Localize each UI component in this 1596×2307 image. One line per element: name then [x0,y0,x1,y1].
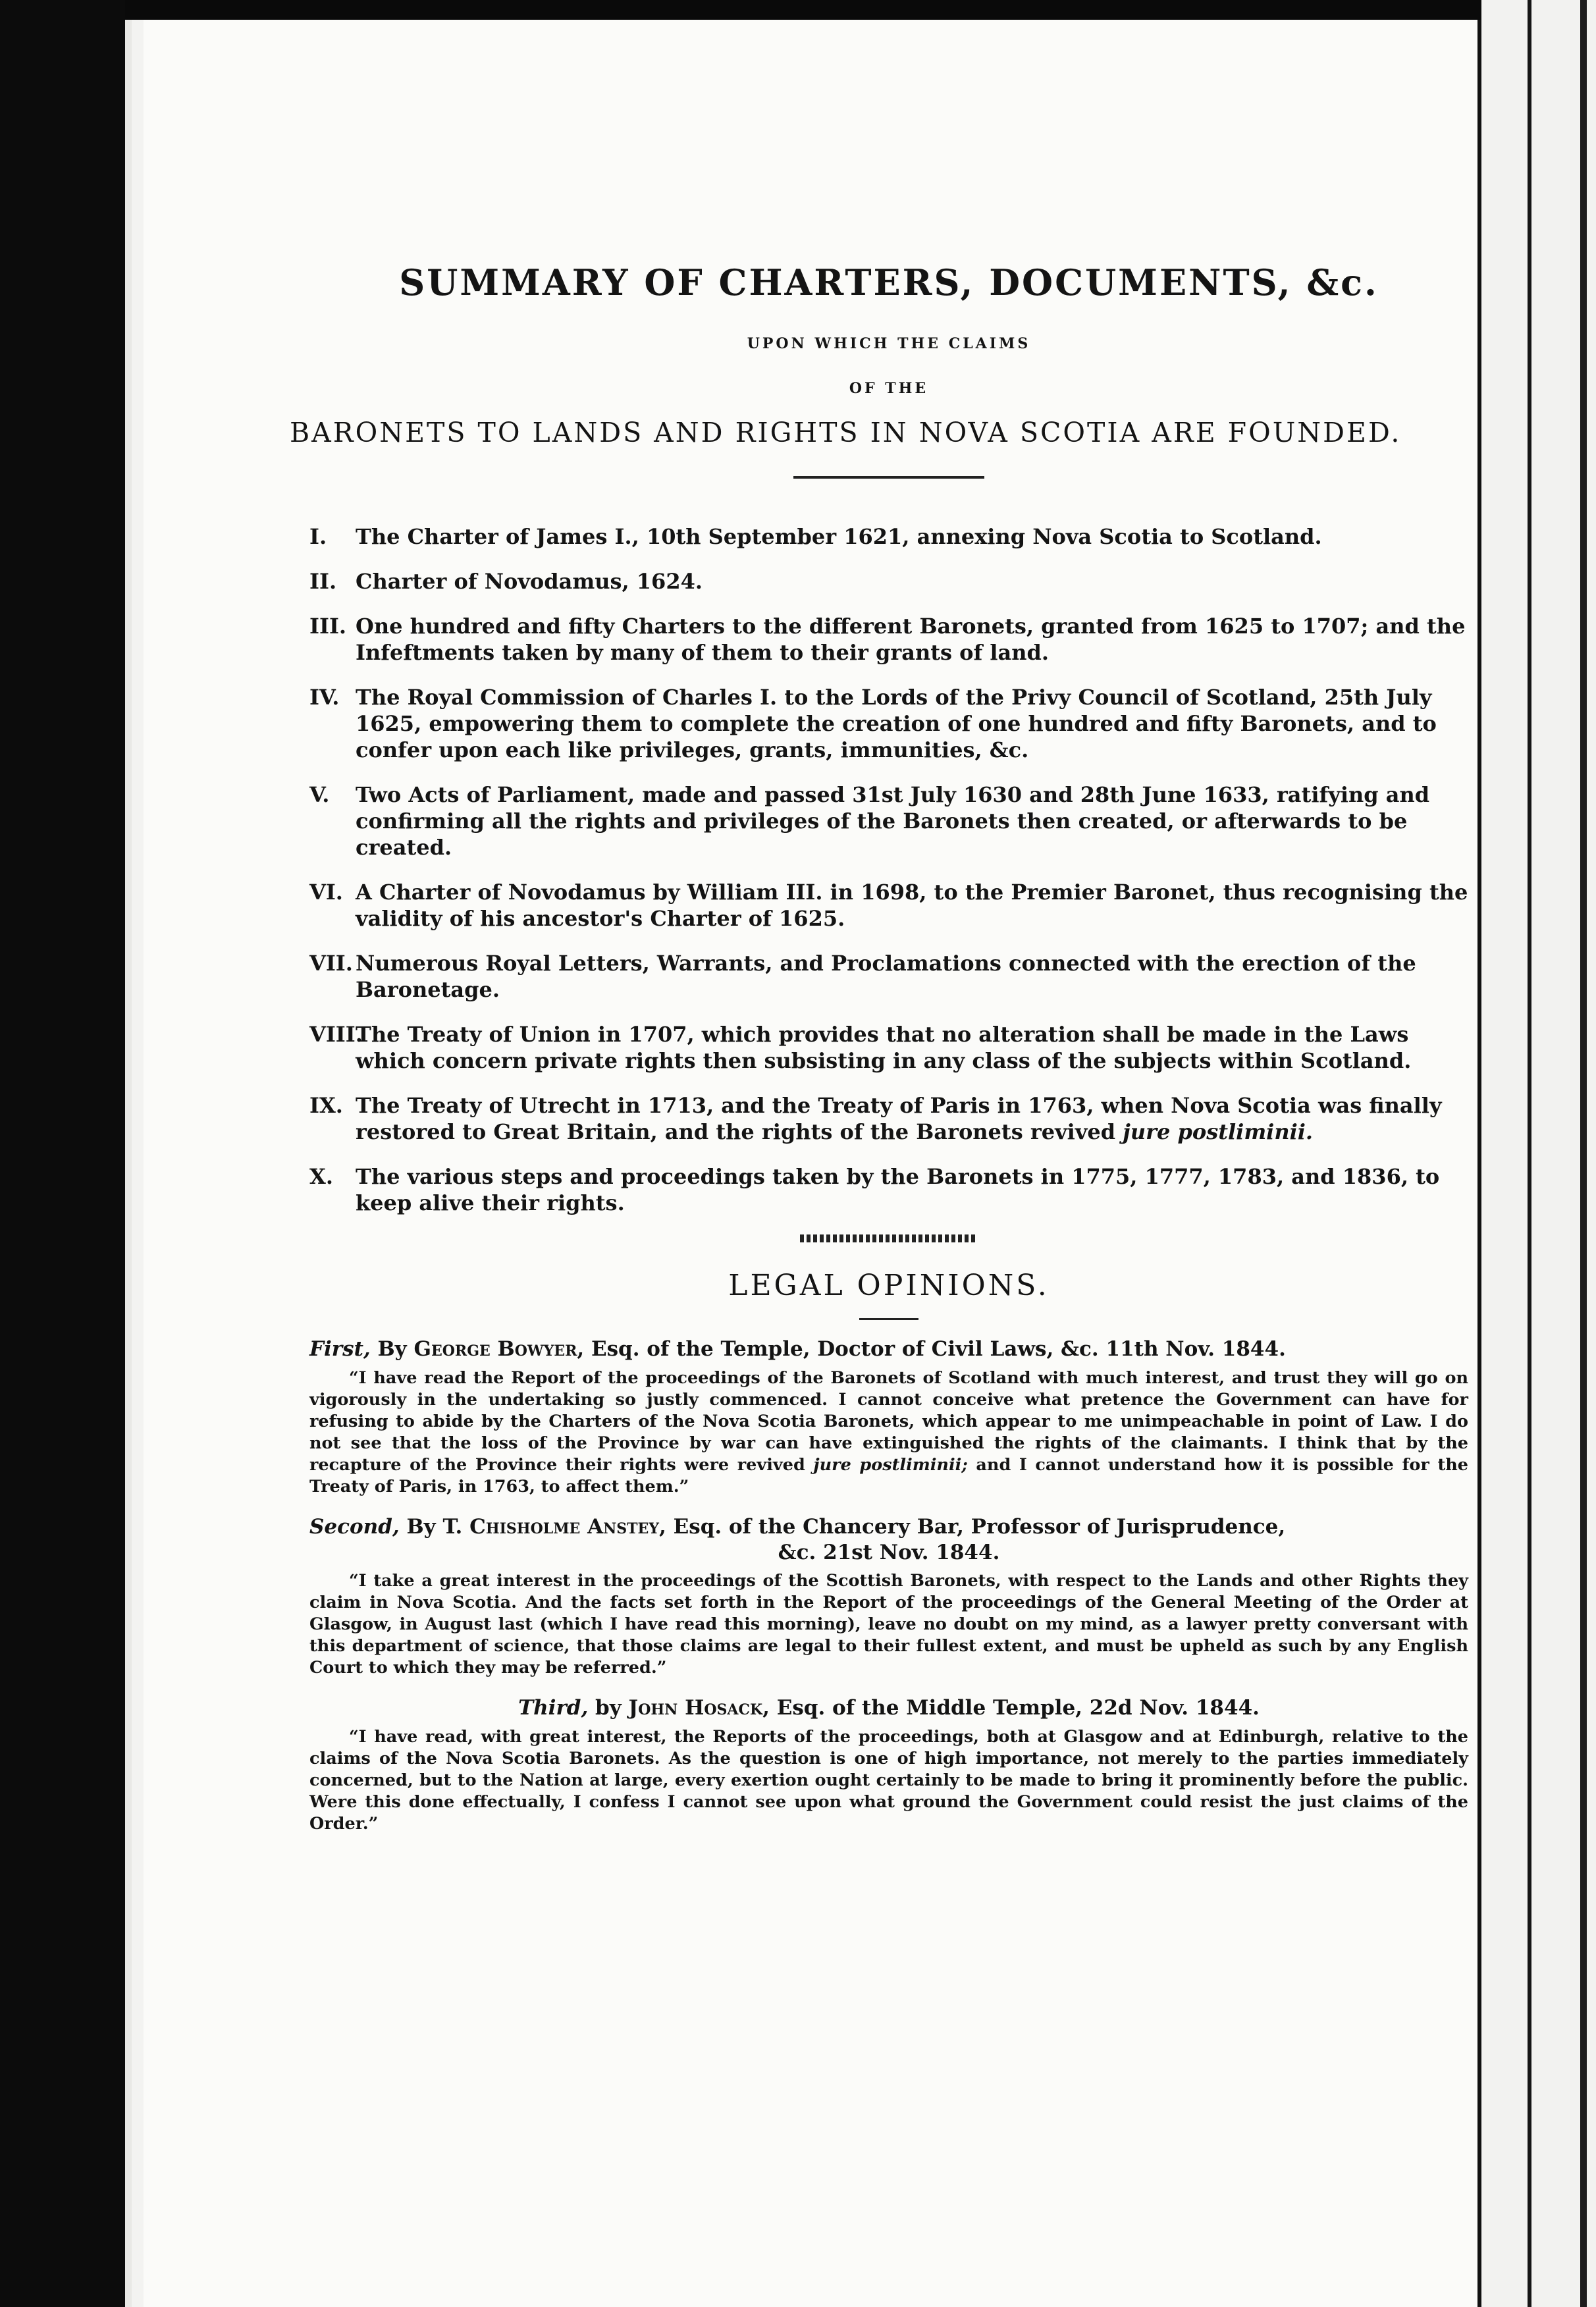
item-number: II. [309,569,337,595]
item-text: The Royal Commission of Charles I. to the Lords of the Privy Council of Scotland, 25th July 1625, empowering them to complete the creation of one hundred and fifty Baronets, and to confer upon each like privileges, grants, immunities, &c. [356,685,1437,763]
opinion-author: George Bowyer, [413,1337,585,1362]
opinion-by: By T. [406,1515,463,1539]
opinion-quote [309,1367,1468,1498]
legal-opinions-heading: LEGAL OPINIONS. [728,1269,1050,1303]
opinion-author: Chisholme Anstey, [469,1515,666,1539]
opinion-ordinal: Third, [518,1696,589,1720]
charter-list [309,523,1468,1216]
opinion-heading [309,1514,1468,1540]
item-text: Charter of Novodamus, 1624. [356,569,703,595]
heading-divider [859,1318,918,1320]
opinion-author: John Hosack, [628,1696,770,1720]
list-item [309,879,1468,932]
scan-border-top [0,0,1596,20]
item-text: A Charter of Novodamus by William III. in 1698, to the Premier Baronet, thus recognising the validity of his ancestor's Charter of 1625. [356,880,1468,932]
list-item [309,1163,1468,1216]
item-text: The Charter of James I., 10th September 1621, annexing Nova Scotia to Scotland. [356,524,1322,550]
list-item [309,950,1468,1003]
item-text: Numerous Royal Letters, Warrants, and Proclamations connected with the erection of the Baronetage. [356,951,1416,1003]
item-number: V. [309,782,330,808]
document-page [125,20,1477,2307]
item-text: The Treaty of Utrecht in 1713, and the Treaty of Paris in 1763, when Nova Scotia was finally restored to Great Britain, and the rights of the Baronets revived [356,1093,1442,1145]
list-item [309,684,1468,763]
opinion-ordinal: First, [309,1337,371,1362]
opinion-credentials: Esq. of the Temple, Doctor of Civil Laws, &c. 11th Nov. 1844. [591,1337,1286,1362]
opinion-quote: “I have read, with great interest, the Reports of the proceedings, both at Glasgow and at Edinburgh, relative to the claims of the Nova Scotia Baronets. As the question is one of high importance, not merely to the parties immediately concerned, but to the Nation at large, every exertion ought certainly to be made to bring it prominently before the public. Were this done effectually, I confess I cannot see upon what ground the Government could resist the just claims of the Order.” [309,1727,1468,1834]
quote-latin-phrase: jure postliminii; [813,1455,968,1475]
opinion-heading [309,1695,1468,1721]
opinion-third [309,1695,1468,1835]
item-text: The Treaty of Union in 1707, which provides that no alteration shall be made in the Laws which concern private rights then subsisting in any class of the subjects within Scotland. [356,1022,1412,1074]
opinion-heading [309,1336,1468,1362]
subtitle-main: BARONETS TO LANDS AND RIGHTS IN NOVA SCOTIA ARE FOUNDED. [290,417,1402,449]
item-text: Two Acts of Parliament, made and passed 31st July 1630 and 28th June 1633, ratifying and confirming all the rights and privileges of the Baronets then created, or afterwards to be created. [356,782,1430,861]
opinion-quote: “I take a great interest in the proceedings of the Scottish Baronets, with respect to the Lands and other Rights they claim in Nova Scotia. And the facts set forth in the Report of the proceedings of the General Meeting of the Order at Glasgow, in August last (which I have read this morning), leave no doubt on my mind, as a lawyer pretty conversant with this department of science, that those claims are legal to their fullest extent, and must be upheld as such by any English Court to which they may be referred.” [309,1571,1468,1678]
list-item [309,1092,1468,1145]
opinion-ordinal: Second, [309,1515,400,1539]
opinion-second [309,1514,1468,1679]
item-latin-phrase: jure postliminii. [1123,1119,1314,1145]
list-item [309,568,1468,595]
item-number: VI. [309,880,343,905]
quote-text-end: and I cannot understand how it is possible for the Treaty of Paris, in 1763, to affect them.” [309,1455,1469,1497]
opinion-credentials: Esq. of the Chancery Bar, Professor of Jurisprudence, [673,1515,1286,1539]
adjacent-page-edge [1481,0,1596,2307]
page-title: SUMMARY OF CHARTERS, DOCUMENTS, &c. [399,261,1379,304]
opinion-by: by [595,1696,622,1720]
subtitle-upon: UPON WHICH THE CLAIMS [747,335,1031,353]
item-text: One hundred and fifty Charters to the different Baronets, granted from 1625 to 1707; and the Infeftments taken by many of them to their grants of land. [356,614,1466,666]
list-item [309,782,1468,861]
quote-text: “I have read the Report of the proceedings of the Baronets of Scotland with much interest, and trust they will go on vigorously in the undertaking so justly commenced. I cannot conceive what pretence the Government can have for refusing to abide by the Charters of the Nova Scotia Baronets, which appear to me unimpeachable in point of Law. I do not see that the loss of the Province by war can have extinguished the rights of the claimants. I think that by the recapture of the Province their rights were revived [309,1368,1468,1475]
opinion-credentials: Esq. of the Middle Temple, 22d Nov. 1844. [776,1696,1260,1720]
item-number: IV. [309,685,340,710]
list-item [309,523,1468,550]
list-item [309,1021,1468,1074]
item-number: III. [309,614,347,639]
page-content [290,261,1469,1835]
opinion-date: &c. 21st Nov. 1844. [778,1541,1000,1565]
opinion-by: By [377,1337,407,1362]
section-divider [800,1234,978,1242]
title-divider [793,476,984,479]
scan-border-left [0,0,125,2307]
subtitle-of: OF THE [849,380,929,398]
opinion-first [309,1336,1468,1498]
item-text: The various steps and proceedings taken by the Baronets in 1775, 1777, 1783, and 1836, to keep alive their rights. [356,1164,1440,1216]
item-number: X. [309,1164,333,1190]
item-number: VII. [309,951,353,976]
item-number: I. [309,524,327,550]
item-number: IX. [309,1093,343,1119]
item-number: VIII. [309,1022,363,1047]
list-item [309,613,1468,666]
